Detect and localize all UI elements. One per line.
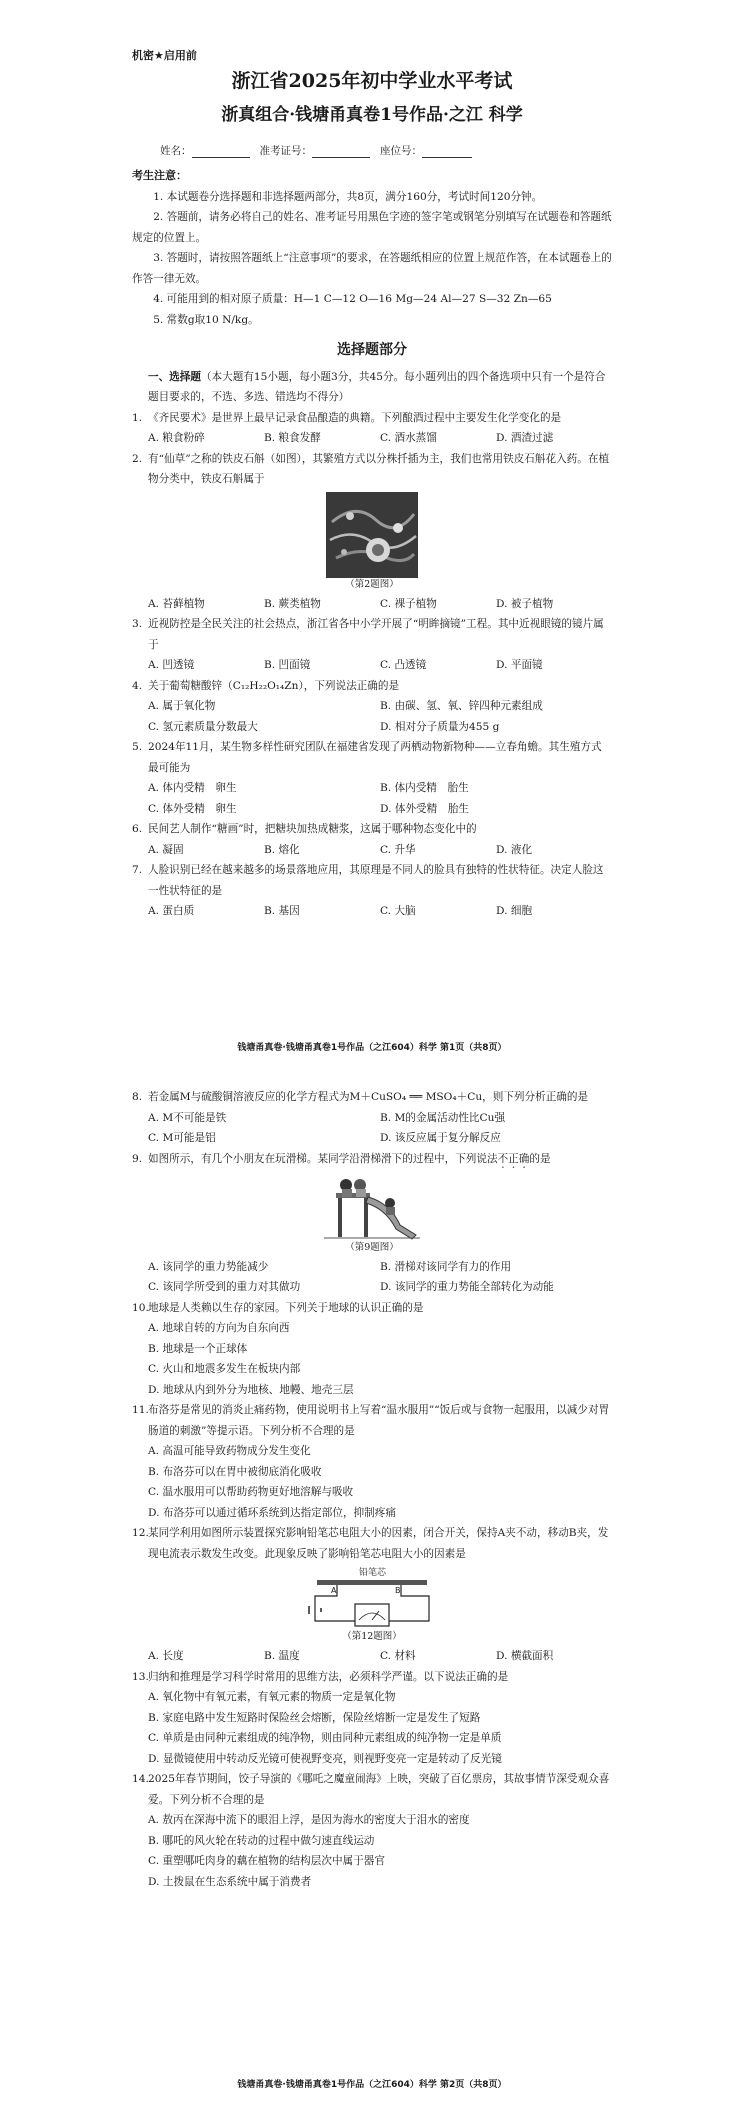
question-14: 14. 2025年春节期间，饺子导演的《哪吒之魔童闹海》上映，突破了百亿票房，其故事情节深受观众喜爱。下列分析不合理的是	[132, 1773, 610, 1806]
question-4-options	[132, 696, 612, 737]
option: B. 熔化	[264, 843, 300, 856]
question-10-options	[132, 1318, 612, 1400]
option: D. 土拨鼠在生态系统中属于消费者	[148, 1875, 312, 1888]
figure-caption: （第12题图）	[342, 1631, 402, 1642]
clip-b-label: B	[395, 1586, 401, 1595]
section-title: 选择题部分	[337, 342, 407, 358]
question-11: 11. 布洛芬是常见的消炎止痛药物，使用说明书上写着“温水服用”“饭后或与食物一起服用，以减少对胃肠道的刺激”等提示语。下列分析不合理的是	[132, 1404, 610, 1437]
question-11-options	[132, 1441, 612, 1523]
question-13-options	[132, 1687, 612, 1769]
option: B. 由碳、氢、氧、锌四种元素组成	[380, 700, 543, 712]
note-item: 3. 答题时，请按照答题纸上“注意事项”的要求，在答题纸相应的位置上规范作答，在本试题卷上的作答一律无效。	[132, 252, 612, 285]
question-8-options	[132, 1108, 612, 1149]
question-1-options	[132, 428, 612, 449]
option: C. 大脑	[380, 905, 416, 917]
option: C. 酒水蒸馏	[380, 432, 437, 444]
option: C. 重塑哪吒肉身的藕在植物的结构层次中属于器官	[148, 1855, 385, 1867]
figure-caption: （第9题图）	[345, 1241, 399, 1253]
question-9-options	[132, 1257, 612, 1298]
dendrobium-photo	[326, 492, 418, 578]
option: B. 家庭电路中发生短路时保险丝会熔断，保险丝熔断一定是发生了短路	[148, 1711, 481, 1724]
option: B. 体内受精 胎生	[380, 782, 469, 794]
page1-body	[132, 166, 612, 922]
option: C. 裸子植物	[380, 597, 437, 610]
option: B. 地球是一个正球体	[148, 1342, 248, 1355]
option: C. 单质是由同种元素组成的纯净物，则由同种元素组成的纯净物一定是单质	[148, 1732, 502, 1744]
question-9: 9. 如图所示，有几个小朋友在玩滑梯。某同学沿滑梯滑下的过程中，下列说法不正确的是	[132, 1152, 551, 1165]
section-instruction: 一、选择题（本大题有15小题，每小题3分，共45分。每小题列出的四个备选项中只有一个是符合题目要求的，不选、多选、错选均不得分）	[148, 370, 606, 403]
option: D. 相对分子质量为455 g	[380, 720, 500, 733]
question-4: 4. 关于葡萄糖酸锌（C₁₂H₂₂O₁₄Zn），下列说法正确的是	[132, 679, 400, 692]
page-footer: 钱塘甬真卷·钱塘甬真卷1号作品（之江604）科学 第1页（共8页）	[237, 1043, 507, 1053]
option: B. 基因	[264, 905, 300, 917]
option: B. 粮食发酵	[264, 432, 321, 444]
question-7: 7. 人脸识别已经在越来越多的场景落地应用，其原理是不同人的脸具有独特的性状特征。决定人脸这一性状特征的是	[132, 864, 604, 897]
option: D. 该反应属于复分解反应	[380, 1132, 501, 1144]
question-5: 5. 2024年11月，某生物多样性研究团队在福建省发现了两栖动物新物种——立春角蟾。其生殖方式最可能为	[132, 741, 602, 774]
question-12-options	[132, 1646, 612, 1667]
pencil-lead-label: 铅笔芯	[359, 1568, 387, 1578]
question-6-options	[132, 840, 612, 861]
option: A. 粮食粉碎	[148, 432, 205, 444]
question-1: 1. 《齐民要术》是世界上最早记录食品酿造的典籍。下列酿酒过程中主要发生化学变化的是	[132, 411, 562, 424]
question-13: 13. 归纳和推理是学习科学时常用的思维方法，必须科学严谨。以下说法正确的是	[132, 1670, 509, 1683]
question-12: 12. 某同学利用如图所示装置探究影响铅笔芯电阻大小的因素，闭合开关，保持A夹不动，移动B夹，发现电流表示数发生改变。此现象反映了影响铅笔芯电阻大小的因素是	[132, 1527, 609, 1560]
question-2-options	[132, 594, 612, 615]
option: D. 地球从内到外分为地核、地幔、地壳三层	[148, 1383, 354, 1396]
note-item: 1. 本试题卷分选择题和非选择题两部分，共8页，满分160分，考试时间120分钟。	[153, 190, 543, 203]
option: A. 高温可能导致药物成分发生变化	[148, 1445, 311, 1457]
option: D. 被子植物	[496, 597, 554, 610]
option: C. 温水服用可以帮助药物更好地溶解与吸收	[148, 1486, 354, 1498]
question-3: 3. 近视防控是全民关注的社会热点，浙江省各中小学开展了“明眸摘镜”工程。其中近视眼镜的镜片属于	[132, 618, 604, 651]
question-14-options	[132, 1810, 612, 1892]
slide-illustration	[320, 1173, 424, 1241]
option: D. 酒渣过滤	[496, 432, 554, 444]
option: B. 哪吒的风火轮在转动的过程中做匀速直线运动	[148, 1834, 375, 1847]
ticket-number-field: 准考证号：	[260, 143, 371, 158]
option: A. 属于氧化物	[148, 700, 216, 712]
option: A. M不可能是铁	[148, 1111, 227, 1124]
figure-caption: （第2题图）	[345, 578, 399, 590]
option: A. 氧化物中有氧元素，有氧元素的物质一定是氧化物	[148, 1691, 396, 1703]
option: C. M可能是铝	[148, 1132, 216, 1144]
question-9-figure	[132, 1173, 612, 1255]
option: A. 凝固	[148, 843, 184, 856]
emphasis-text: 不正确	[497, 1152, 530, 1165]
option: B. 蕨类植物	[264, 597, 321, 610]
option: A. 蛋白质	[148, 905, 195, 917]
seat-number-field: 座位号：	[380, 143, 472, 158]
exam-subtitle: 浙真组合·钱塘甬真卷1号作品·之江 科学	[221, 105, 523, 125]
option: D. 细胞	[496, 905, 533, 917]
question-12-figure	[132, 1566, 612, 1644]
option: D. 体外受精 胎生	[380, 802, 470, 815]
question-10: 10. 地球是人类赖以生存的家园。下列关于地球的认识正确的是	[132, 1301, 424, 1314]
option: B. 温度	[264, 1650, 300, 1662]
note-item: 4. 可能用到的相对原子质量：H—1 C—12 O—16 Mg—24 Al—27 S—32 Zn—65	[153, 293, 552, 305]
note-item: 2. 答题前，请务必将自己的姓名、准考证号用黑色字迹的签字笔或钢笔分别填写在试题卷和答题纸规定的位置上。	[132, 211, 612, 244]
note-item: 5. 常数g取10 N/kg。	[153, 313, 259, 326]
page2-body	[132, 1087, 612, 1892]
question-3-options	[132, 655, 612, 676]
option: A. 该同学的重力势能减少	[148, 1260, 269, 1273]
exam-page-2	[0, 1075, 744, 2104]
option: D. 布洛芬可以通过循环系统到达指定部位，抑制疼痛	[148, 1506, 396, 1519]
option: C. 升华	[380, 843, 416, 856]
option: C. 火山和地震多发生在板块内部	[148, 1363, 301, 1375]
option: A. 地球自转的方向为自东向西	[148, 1322, 290, 1334]
question-2: 2. 有“仙草”之称的铁皮石斛（如图），其繁殖方式以分株扦插为主，我们也常用铁皮石斛花入药。在植物分类中，铁皮石斛属于	[132, 452, 610, 485]
name-field: 姓名：	[160, 143, 250, 158]
question-6: 6. 民间艺人制作“糖画”时，把糖块加热成糖浆，这属于哪种物态变化中的	[132, 823, 477, 835]
option: A. 凹透镜	[148, 659, 195, 671]
option: A. 体内受精 卵生	[148, 782, 237, 794]
question-7-options	[132, 901, 612, 922]
option: B. 布洛芬可以在胃中被彻底消化吸收	[148, 1465, 322, 1478]
confidential-label: 机密★启用前	[132, 49, 197, 62]
option: D. 液化	[496, 843, 533, 856]
examinee-info-row	[160, 143, 472, 158]
option: D. 显微镜使用中转动反光镜可使视野变亮，则视野变亮一定是转动了反光镜	[148, 1752, 502, 1765]
question-8: 8. 若金属M与硫酸铜溶液反应的化学方程式为M＋CuSO₄ ══ MSO₄＋Cu，则下列分析正确的是	[132, 1091, 589, 1103]
option: B. M的金属活动性比Cu强	[380, 1111, 506, 1124]
option: A. 敖丙在深海中流下的眼泪上浮，是因为海水的密度大于泪水的密度	[148, 1814, 470, 1826]
option: C. 该同学所受到的重力对其做功	[148, 1281, 301, 1293]
option: D. 横截面积	[496, 1650, 554, 1662]
option: B. 滑梯对该同学有力的作用	[380, 1260, 512, 1273]
option: C. 氢元素质量分数最大	[148, 720, 258, 733]
option: D. 该同学的重力势能全部转化为动能	[380, 1281, 554, 1293]
notes-title: 考生注意：	[132, 169, 187, 182]
option: A. 苔藓植物	[148, 597, 205, 610]
question-5-options	[132, 778, 612, 819]
option: A. 长度	[148, 1650, 184, 1662]
clip-a-label: A	[331, 1586, 337, 1595]
option: C. 体外受精 卵生	[148, 802, 237, 815]
page-footer: 钱塘甬真卷·钱塘甬真卷1号作品（之江604）科学 第2页（共8页）	[237, 2080, 507, 2090]
question-2-figure	[132, 492, 612, 592]
option: D. 平面镜	[496, 659, 543, 671]
option: B. 凹面镜	[264, 659, 311, 671]
exam-title: 浙江省2025年初中学业水平考试	[231, 70, 513, 92]
circuit-diagram	[297, 1566, 447, 1630]
option: C. 材料	[380, 1650, 416, 1662]
option: C. 凸透镜	[380, 659, 427, 671]
